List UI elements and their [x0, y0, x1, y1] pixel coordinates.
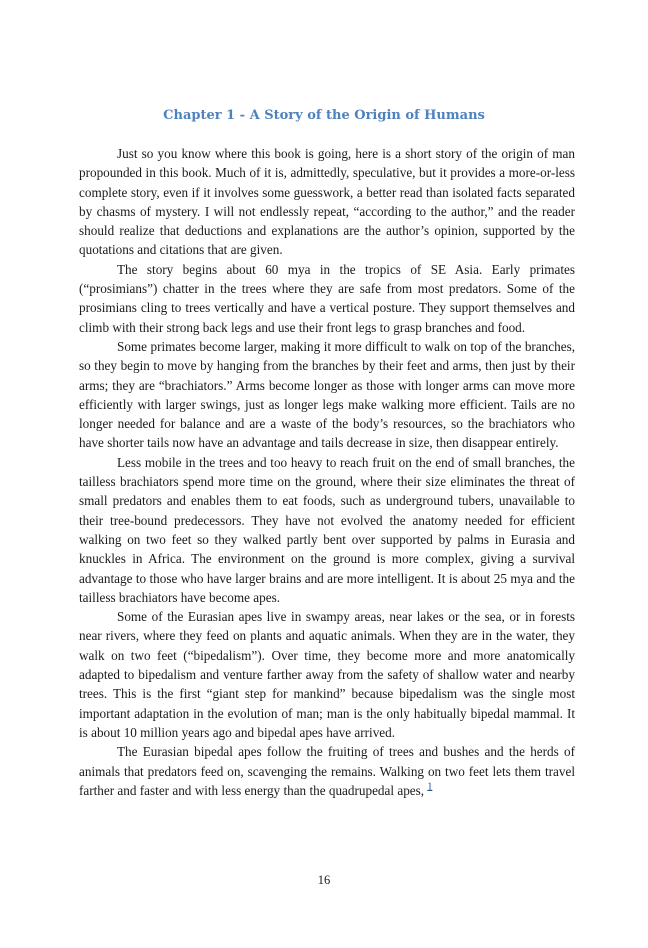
chapter-title: Chapter 1 - A Story of the Origin of Humans — [163, 108, 485, 123]
paragraph-3: Some primates become larger, making it more difficult to walk on top of the branches, so they begin to move by hanging from the branches by their feet and arms, then just by their arms; they are “brachiators.” Arms become longer as those with longer arms can move more efficiently with larger swings, just as longer legs make walking more efficient. Tails are no longer needed for balance and are a waste of the body’s resources, so the brachiators who have shorter tails now have an advantage and tails decrease in size, then disappear entirely. — [79, 338, 575, 451]
page-number: 16 — [317, 873, 331, 887]
paragraph-6-text: The Eurasian bipedal apes follow the fruiting of trees and bushes and the herds of animals that predators feed on, scavenging the remains. Walking on two feet lets them travel farther and faster and with less energy than the quadrupedal apes, — [79, 744, 575, 798]
body-text — [79, 144, 575, 800]
footnote-link[interactable]: 1 — [427, 781, 433, 793]
paragraph-1: Just so you know where this book is going, here is a short story of the origin of man propounded in this book. Much of it is, admittedly, speculative, but it provides a more-or-less complete story, even if it involves some guesswork, a better read than isolated facts separated by chasms of mystery. I will not endlessly repeat, “according to the author,” and the reader should realize that deductions and explanations are the author’s opinion, supported by the quotations and citations that are given. — [79, 146, 575, 258]
paragraph-5: Some of the Eurasian apes live in swampy areas, near lakes or the sea, or in forests near rivers, where they feed on plants and aquatic animals. When they are in the water, they walk on two feet (“bipedalism”). Over time, they become more and more anatomically adapted to bipedalism and venture farther away from the safety of shallow water and nearby trees. This is the first “giant step for mankind” because bipedalism was the single most important adaptation in the evolution of man; man is the only habitually bipedal mammal. It is about 10 million years ago and bipedal apes have arrived. — [79, 609, 575, 740]
paragraph-2: The story begins about 60 mya in the tropics of SE Asia. Early primates (“prosimians”) chatter in the trees where they are safe from most predators. Some of the prosimians cling to trees vertically and have a vertical posture. They support themselves and climb with their strong back legs and use their front legs to grasp branches and food. — [79, 261, 575, 335]
paragraph-6 — [79, 742, 575, 800]
paragraph-4: Less mobile in the trees and too heavy to reach fruit on the end of small branches, the tailless brachiators spend more time on the ground, where their size eliminates the threat of small predators and enables them to eat foods, such as underground tubers, unavailable to their tree-bound predecessors. They have not evolved the anatomy needed for efficient walking on two feet so they walked partly bent over supported by palms in Eurasia and knuckles in Africa. The environment on the ground is more complex, giving a survival advantage to those who have larger brains and are more intelligent. It is about 25 mya and the tailless brachiators have become apes. — [79, 454, 575, 605]
